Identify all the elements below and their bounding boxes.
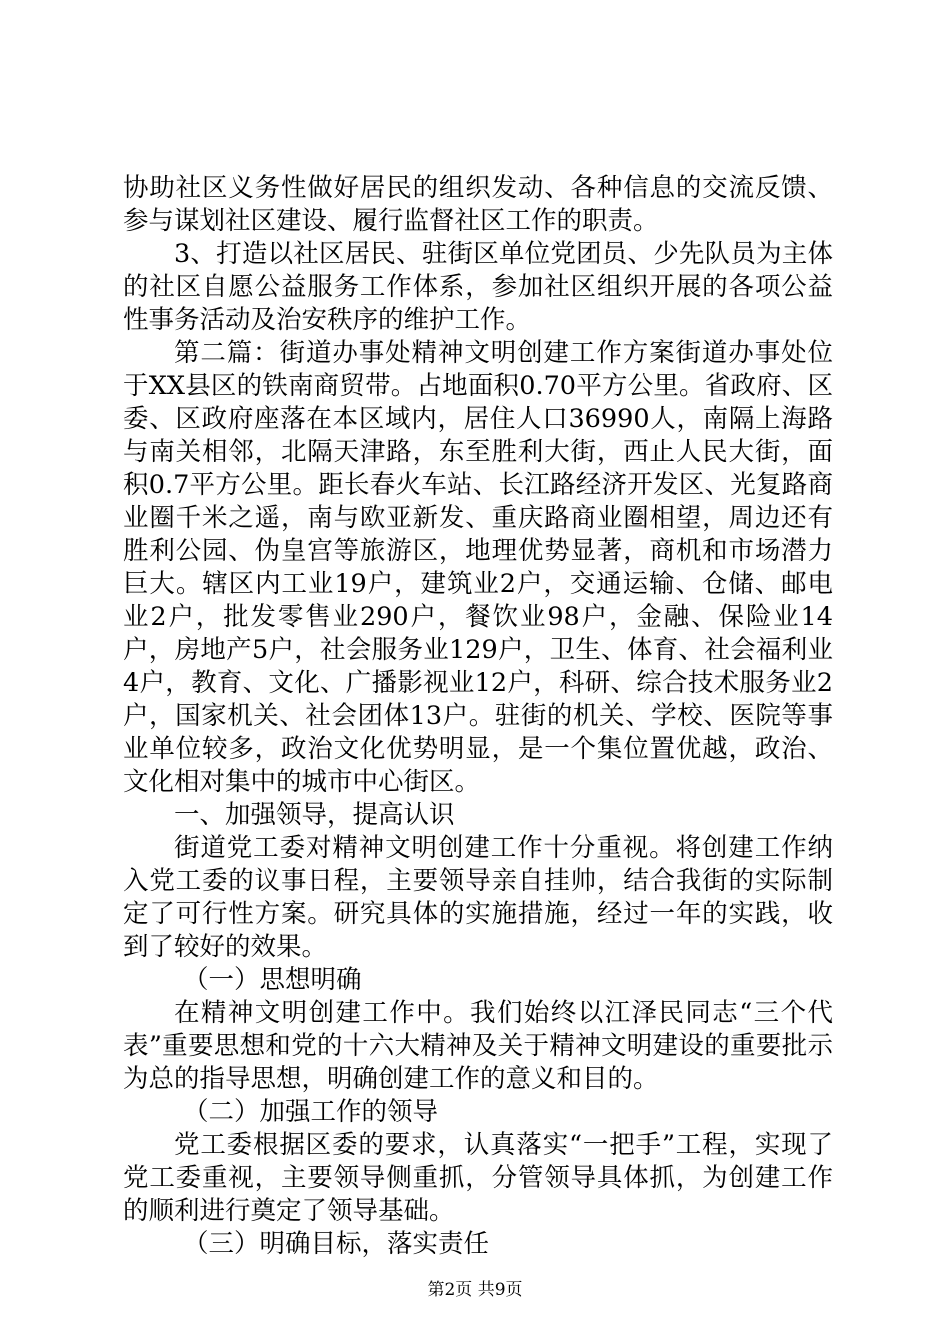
paragraph-chapter-two-intro: 第二篇：街道办事处精神文明创建工作方案街道办事处位于XX县区的铁南商贸带。占地面积0.70平方公里。省政府、区委、区政府座落在本区域内，居住人口36990人，南隔上海路与南关相邻，北隔天津路，东至胜利大街，西止人民大街，面积0.7平方公里。距长春火车站、长江路经济开发区、光复路商业圈千米之遥，南与欧亚新发、重庆路商业圈相望，周边还有胜利公园、伪皇宫等旅游区，地理优势显著，商机和市场潜力巨大。辖区内工业19户，建筑业2户，交通运输、仓储、邮电业2户，批发零售业290户，餐饮业98户，金融、保险业14户，房地产5户，社会服务业129户，卫生、体育、社会福利业4户，教育、文化、广播影视业12户，科研、综合技术服务业2户，国家机关、社会团体13户。驻街的机关、学校、医院等事业单位较多，政治文化优势明显，是一个集位置优越，政治、文化相对集中的城市中心街区。 [123,338,833,797]
section-heading-1: 一、加强领导，提高认识 [174,800,455,830]
paragraph-continuation: 协助社区义务性做好居民的组织发动、各种信息的交流反馈、参与谋划社区建设、履行监督社区工作的职责。 [123,173,833,236]
paragraph-section-1: 街道党工委对精神文明创建工作十分重视。将创建工作纳入党工委的议事日程，主要领导亲自挂帅，结合我街的实际制定了可行性方案。研究具体的实施措施，经过一年的实践，收到了较好的效果。 [123,833,833,962]
document-body [123,172,833,1261]
subheading-3: （三）明确目标，落实责任 [183,1229,490,1259]
paragraph-subsection-2: 党工委根据区委的要求，认真落实“一把手”工程，实现了党工委重视，主要领导侧重抓，分管领导具体抓，为创建工作的顺利进行奠定了领导基础。 [123,1130,833,1226]
paragraph-subsection-1: 在精神文明创建工作中。我们始终以江泽民同志“三个代表”重要思想和党的十六大精神及关于精神文明建设的重要批示为总的指导思想，明确创建工作的意义和目的。 [123,998,833,1094]
subheading-1: （一）思想明确 [183,965,362,995]
paragraph-item-3: 3、打造以社区居民、驻街区单位党团员、少先队员为主体的社区自愿公益服务工作体系，参加社区组织开展的各项公益性事务活动及治安秩序的维护工作。 [123,239,833,335]
page-indicator: 第2页 共9页 [427,1280,523,1300]
subheading-2: （二）加强工作的领导 [183,1097,439,1127]
